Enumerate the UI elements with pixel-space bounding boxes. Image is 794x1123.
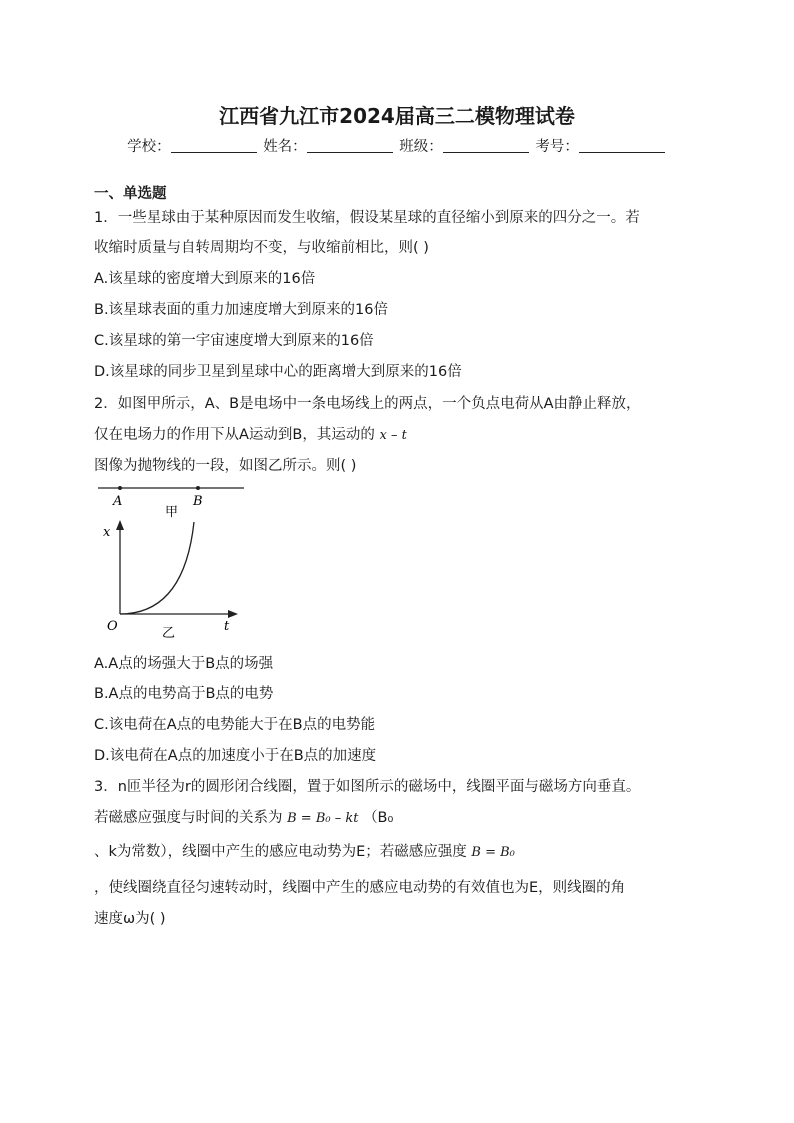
q2-figure bbox=[94, 478, 254, 640]
name-label: 姓名： bbox=[263, 139, 307, 155]
q3-stem-line5: 速度ω为( ) bbox=[94, 911, 166, 927]
school-label: 学校： bbox=[127, 139, 171, 155]
class-blank[interactable] bbox=[443, 138, 529, 153]
q1-option-b: B.该星球表面的重力加速度增大到原来的16倍 bbox=[94, 302, 389, 318]
parabola-curve bbox=[120, 522, 194, 614]
figure-label-jia: 甲 bbox=[165, 505, 179, 520]
q3-stem-line2-text: 若磁感应强度与时间的关系为 bbox=[94, 810, 283, 826]
number-blank[interactable] bbox=[579, 138, 665, 153]
figure-point-a: A bbox=[113, 494, 123, 509]
q2-stem-line1: 2．如图甲所示，A、B是电场中一条电场线上的两点，一个负点电荷从A由静止释放， bbox=[94, 396, 641, 412]
q2-option-d: D.该电荷在A点的加速度小于在B点的加速度 bbox=[94, 748, 377, 764]
q3-b-formula: B = B₀ – kt bbox=[287, 811, 359, 826]
q2-stem-line2 bbox=[94, 423, 407, 444]
q3-stem-line3-text: 、k为常数），线圈中产生的感应电动势为E；若磁感应强度 bbox=[94, 844, 467, 860]
q2-stem-line3: 图像为抛物线的一段，如图乙所示。则( ) bbox=[94, 458, 357, 474]
figure-point-b: B bbox=[193, 494, 203, 509]
q2-xt-formula: x – t bbox=[379, 428, 407, 443]
school-blank[interactable] bbox=[171, 138, 257, 153]
figure-label-yi: 乙 bbox=[162, 626, 176, 640]
q3-b0-formula: B = B₀ bbox=[471, 845, 515, 860]
q3-stem-line1: 3．n匝半径为r的圆形闭合线圈，置于如图所示的磁场中，线圈平面与磁场方向垂直。 bbox=[94, 779, 641, 795]
q3-stem-line3 bbox=[94, 840, 515, 861]
q1-stem-line1: 1．一些星球由于某种原因而发生收缩，假设某星球的直径缩小到原来的四分之一。若 bbox=[94, 210, 640, 226]
figure-origin: O bbox=[107, 619, 118, 634]
q1-option-c: C.该星球的第一宇宙速度增大到原来的16倍 bbox=[94, 333, 374, 349]
figure-axis-t: t bbox=[224, 619, 230, 634]
q1-stem-line2: 收缩时质量与自转周期均不变，与收缩前相比，则( ) bbox=[94, 240, 429, 256]
q3-stem-line4: ，使线圈绕直径匀速转动时，线圈中产生的感应电动势的有效值也为E，则线圈的角 bbox=[94, 880, 626, 896]
name-blank[interactable] bbox=[307, 138, 393, 153]
figure-axis-x: x bbox=[103, 525, 111, 540]
page-title: 江西省九江市2024届高三二模物理试卷 bbox=[219, 104, 575, 128]
q3-stem-line2 bbox=[94, 806, 393, 827]
y-arrow-icon bbox=[116, 520, 124, 530]
q2-stem-line2-text: 仅在电场力的作用下从A运动到B，其运动的 bbox=[94, 427, 375, 443]
class-label: 班级： bbox=[399, 139, 443, 155]
section-title: 一、单选题 bbox=[94, 186, 167, 202]
q1-option-a: A.该星球的密度增大到原来的16倍 bbox=[94, 271, 316, 287]
q1-option-d: D.该星球的同步卫星到星球中心的距离增大到原来的16倍 bbox=[94, 364, 462, 380]
q2-option-a: A.A点的场强大于B点的场强 bbox=[94, 656, 274, 672]
q2-option-c: C.该电荷在A点的电势能大于在B点的电势能 bbox=[94, 717, 376, 733]
student-info-row bbox=[0, 135, 794, 156]
q2-option-b: B.A点的电势高于B点的电势 bbox=[94, 686, 274, 702]
number-label: 考号： bbox=[535, 139, 579, 155]
x-arrow-icon bbox=[228, 610, 238, 618]
q3-stem-line2-tail: （B₀ bbox=[363, 810, 394, 826]
